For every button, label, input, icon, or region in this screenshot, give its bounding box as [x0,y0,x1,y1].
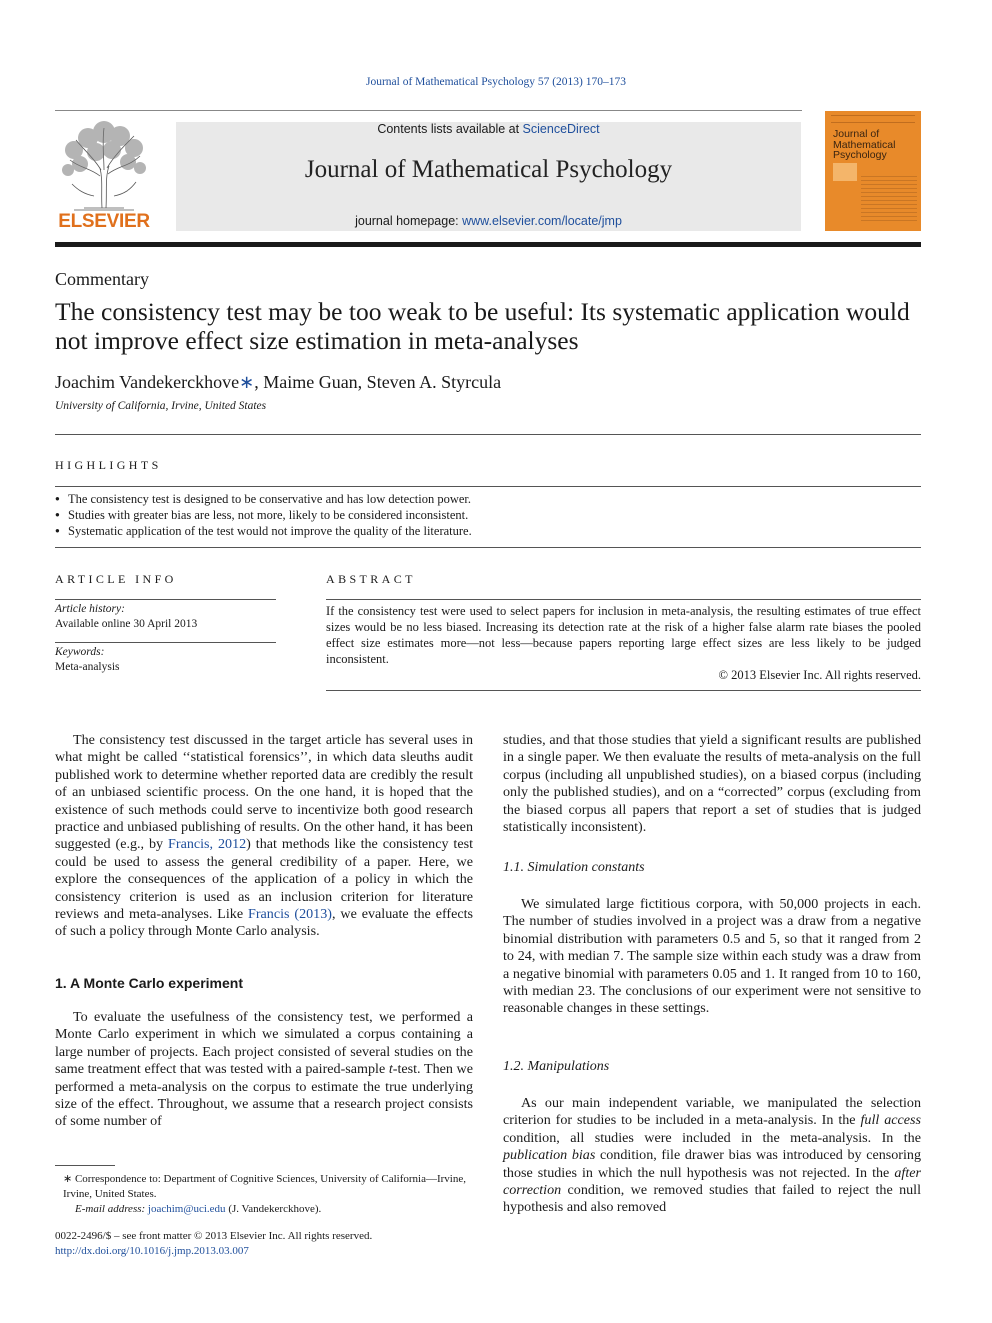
doi-link[interactable]: http://dx.doi.org/10.1016/j.jmp.2013.03.007 [55,1245,249,1257]
author-name: Joachim Vandekerckhove [55,372,240,392]
cover-title: Journal of Mathematical Psychology [833,128,896,161]
article-title: The consistency test may be too weak to be useful: Its systematic application would not improve effect size estimation in meta-analyses [55,297,910,355]
body-paragraph [503,1095,921,1217]
email-note [55,1202,473,1217]
text-run-italic: after correction [503,1164,921,1199]
footnote-mark: ∗ [63,1173,73,1185]
intro-paragraph [55,732,473,941]
subsection-heading: 1.2. Manipulations [503,1059,610,1074]
issn-line: 0022-2496/$ – see front matter © 2013 Elsevier Inc. All rights reserved. [55,1230,373,1242]
journal-masthead [176,122,801,231]
text-run-italic: full access [860,1112,922,1129]
corresponding-author-mark[interactable]: ∗ [239,372,255,392]
highlights-heading: HIGHLIGHTS [55,458,162,472]
cover-contents-lines [861,173,917,221]
email-label: E-mail address: [75,1203,148,1215]
keywords-label: Keywords: [55,646,105,658]
homepage-link[interactable]: www.elsevier.com/locate/jmp [462,214,622,228]
divider [326,599,921,600]
highlight-item: ● Studies with greater bias are less, not more, likely to be considered inconsistent. [55,507,921,523]
author-names-rest: , Maime Guan, Steven A. Styrcula [254,372,502,392]
correspondence-text: Correspondence to: Department of Cognitive Sciences, University of California—Irvine, Irvine, United States. [63,1173,466,1200]
divider [55,642,276,643]
text-run: condition, file drawer bias was introduced by censoring those studies in which the null hypothesis was not rejected. In the [503,1147,922,1181]
author-list [55,372,501,393]
text-run: As our main independent variable, we manipulated the selection criterion for studies to be included in a meta-analysis. In the [503,1095,921,1129]
history-label: Article history: [55,603,125,615]
highlights-list [55,491,921,539]
divider [55,434,921,435]
text-run: condition, we removed studies that failed to reject the null hypothesis and also removed [503,1182,921,1216]
article-type: Commentary [55,269,149,289]
citation-link[interactable]: Francis, 2012 [168,836,247,853]
subsection-heading: 1.1. Simulation constants [503,860,645,875]
cover-block [833,163,857,181]
footnote [55,1172,473,1217]
text-run: , we evaluate the effects of such a policy through Monte Carlo analysis. [55,906,474,940]
footnote-rule [55,1165,115,1166]
divider [55,486,921,487]
elsevier-wordmark: ELSEVIER [58,211,150,232]
citation-link[interactable]: Francis (2013) [247,906,332,923]
journal-reference[interactable]: Journal of Mathematical Psychology 57 (2013) 170–173 [366,76,626,88]
text-run: To evaluate the usefulness of the consistency test, we performed a Monte Carlo experiment in which we simulated a corpus containing a large number of projects. Each project consisted of several studies on the same treatment effect that was tested with a paired-sample [55,1009,473,1078]
header-thick-rule [55,242,921,247]
text-run-italic: t [388,1061,393,1078]
homepage-line [176,214,801,228]
section-heading: 1. A Monte Carlo experiment [55,975,244,991]
contents-line [176,122,801,136]
journal-cover-image [825,111,921,231]
history-value: Available online 30 April 2013 [55,618,198,630]
text-run: ) that methods like the consistency test could be used to assess the general credibility of a paper. Here, we explore the consequences of the application of a policy in which the consistency criterion is used as an inclusion criterion for literature reviews and meta-analyses. Like [55,836,473,923]
highlight-item: ● Systematic application of the test would not improve the quality of the literature. [55,523,921,539]
text-run: condition, all studies were included in the meta-analysis. In the [503,1129,921,1146]
email-suffix: (J. Vandekerckhove). [225,1203,322,1215]
body-paragraph: We simulated large fictitious corpora, with 50,000 projects in each. The number of studies involved in a project was a draw from a negative binomial distribution with parameters 0.5 and 5, so that it ranged from 2 to 24, with median 7. The sample size within each study was a draw from a negative binomial with parameters 0.05 and 1. It ranged from 10 to 160, with median 23. The conclusions of our experiment were not sensitive to reasonable changes in these settings. [503,896,921,1017]
divider [55,599,276,600]
article-info-heading: ARTICLE INFO [55,572,177,586]
email-link[interactable]: joachim@uci.edu [147,1203,226,1215]
divider [326,690,921,691]
contents-prefix: Contents lists available at [377,122,523,136]
journal-title: Journal of Mathematical Psychology [304,156,673,183]
divider [55,547,921,548]
affiliation: University of California, Irvine, United States [55,400,267,412]
highlight-item: ● The consistency test is designed to be conservative and has low detection power. [55,491,921,507]
copyright: © 2013 Elsevier Inc. All rights reserved. [718,668,921,682]
body-paragraph: studies, and that those studies that yield a significant results are published in a single paper. We then evaluate the results of meta-analysis on the full corpus (including all unpublished studies), on a biased corpus (including only the published studies), and on a “corrected” corpus (excluding from the biased corpus all papers that report a set of studies that is judged statistically inconsistent). [503,732,921,836]
text-run: -test. Then we performed a meta-analysis on the corpus to estimate the true underlying size of the effect. Throughout, we assume that a research project consists of some number of [55,1061,473,1130]
keywords-value: Meta-analysis [55,661,120,673]
header-rule [55,110,802,111]
text-run: The consistency test discussed in the target article has several uses in what might be called ‘‘statistical forensics’’, in which data sleuths audit published work to determine whether reported data are credibly the result of an unbiased scientific process. On the one hand, it is hoped that the existence of such methods could serve to incentivize both good research practice and unbiased publishing of results. On the other hand, it has been suggested (e.g., by [55,732,473,853]
abstract-heading: ABSTRACT [326,572,416,586]
text-run-italic: publication bias [503,1147,596,1164]
sciencedirect-link[interactable]: ScienceDirect [522,122,600,136]
homepage-prefix: journal homepage: [355,214,463,228]
body-paragraph [55,1009,473,1131]
cover-band [831,115,915,123]
correspondence-note [55,1172,473,1202]
abstract-text: If the consistency test were used to select papers for inclusion in meta-analysis, the resulting estimates of true effect sizes would be no less biased. Increasing its detection rate at the risk of a higher false alarm rate biases the pooled effect size estimates more—not less—because papers reporting large effect sizes are less likely to be judged inconsistent. [326,604,921,666]
